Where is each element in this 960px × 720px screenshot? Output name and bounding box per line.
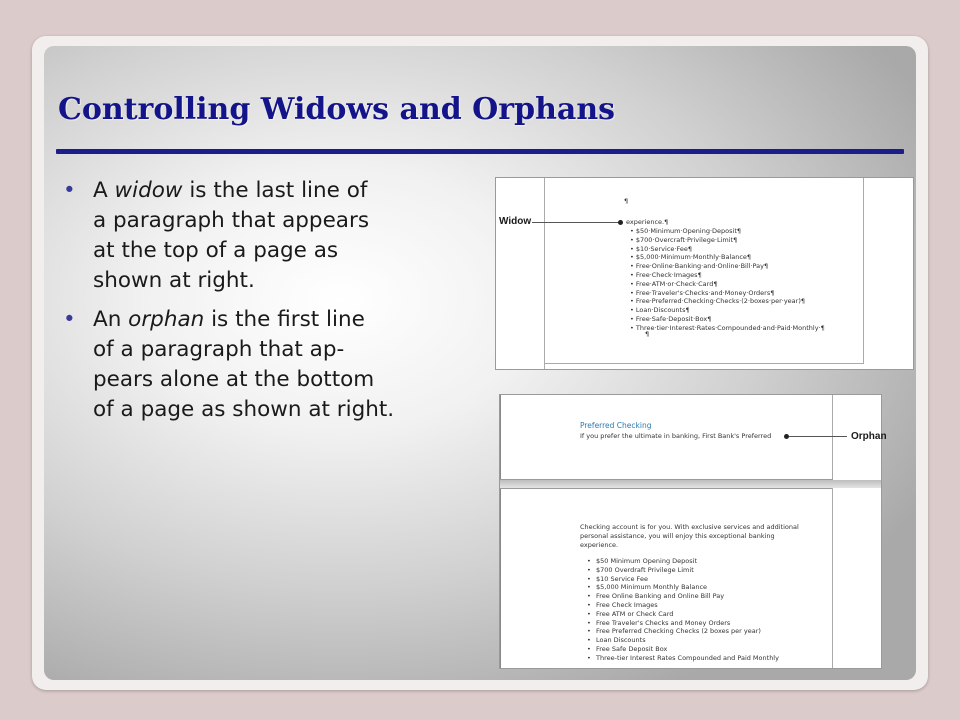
- bullet-dot-icon: •: [587, 574, 591, 583]
- page-margin-line: [544, 178, 545, 369]
- bullet-line: shown at right.: [93, 268, 255, 293]
- orphan-heading: Preferred Checking: [580, 421, 652, 430]
- orphan-continued-line: personal assistance, you will enjoy this exceptional banking: [580, 532, 775, 540]
- orphan-list-item: Free Check Images: [596, 601, 658, 609]
- widow-connector: [532, 222, 619, 223]
- bullet-dot-icon: •: [587, 601, 591, 609]
- orphan-list-item: Three-tier Interest Rates Compounded and Paid Monthly: [596, 653, 779, 662]
- bullet-dot-icon: •: [587, 583, 591, 592]
- widow-list-item: • Free·Check·Images¶: [630, 271, 702, 279]
- bullet-line: a paragraph that appears: [93, 208, 370, 233]
- marker-dot: [618, 220, 623, 225]
- page-margin-line: [500, 395, 501, 668]
- widow-list-item: • $50·Minimum·Opening·Deposit¶: [630, 227, 742, 235]
- bullet-dot-icon: •: [63, 307, 76, 332]
- orphan-list-item: Free Preferred Checking Checks (2 boxes per year): [596, 627, 761, 636]
- widow-list-item: • Three·tier·Interest·Rates·Compounded·and·Paid·Monthly·¶: [630, 323, 825, 332]
- bullet-dot-icon: •: [587, 592, 591, 601]
- bullet-dot-icon: •: [587, 618, 591, 627]
- orphan-list-item: $5,000 Minimum Monthly Balance: [596, 583, 708, 592]
- bullet-line: of a paragraph that ap-: [93, 337, 345, 362]
- orphan-continued-line: Checking account is for you. With exclusive services and additional: [580, 523, 799, 531]
- page-top-line: [500, 488, 833, 489]
- orphan-example-image: [499, 394, 887, 669]
- widow-list-item: • Free·Traveler's·Checks·and·Money·Orders¶: [630, 288, 775, 297]
- orphan-connector: [789, 436, 847, 437]
- orphan-label: Orphan: [851, 431, 887, 442]
- orphan-list-item: $700 Overdraft Privilege Limit: [596, 565, 694, 574]
- page-margin-line: [832, 395, 833, 479]
- bullet-dot-icon: •: [63, 178, 76, 203]
- orphan-list-item: Loan Discounts: [596, 636, 646, 645]
- widow-list-item: • Loan·Discounts¶: [630, 306, 690, 315]
- orphan-list-item: Free Safe Deposit Box: [596, 645, 668, 653]
- bullet-list: [61, 176, 481, 434]
- page-margin-line: [544, 363, 864, 364]
- bullet-dot-icon: •: [587, 565, 591, 574]
- widow-list-item: • Free·Online·Banking·and·Online·Bill·Pay¶: [630, 262, 769, 271]
- bullet-line: of a page as shown at right.: [93, 397, 395, 422]
- bullet-dot-icon: •: [587, 627, 591, 636]
- orphan-list-item: Free ATM or Check Card: [596, 609, 674, 618]
- bullet-line: An orphan is the first line: [93, 307, 365, 332]
- bullet-dot-icon: •: [587, 636, 591, 645]
- widow-example-image: [495, 177, 914, 370]
- page-break-band: [500, 480, 881, 488]
- bullet-dot-icon: •: [587, 609, 591, 618]
- page-margin-line: [863, 178, 864, 364]
- widow-list-item: • $5,000·Minimum·Monthly·Balance¶: [630, 253, 752, 262]
- widow-list-item: • Free·ATM·or·Check·Card¶: [630, 279, 718, 288]
- widow-heading-line: experience.¶: [626, 218, 669, 226]
- bullet-line: at the top of a page as: [93, 238, 339, 263]
- bullet-widow: [61, 176, 481, 296]
- widow-list-item: • Free·Safe·Deposit·Box¶: [630, 315, 712, 323]
- bullet-orphan: [61, 305, 481, 425]
- orphan-list-item: Free Traveler's Checks and Money Orders: [596, 618, 731, 627]
- bullet-dot-icon: •: [587, 557, 591, 565]
- page-margin-line: [832, 488, 833, 668]
- orphan-list-item: Free Online Banking and Online Bill Pay: [596, 592, 725, 601]
- orphan-list-item: $10 Service Fee: [596, 574, 648, 583]
- slide-title: Controlling Widows and Orphans: [58, 92, 616, 127]
- bullet-dot-icon: •: [587, 653, 591, 662]
- widow-label: Widow: [499, 216, 532, 227]
- widow-list-item: • $700·Overcraft·Privilege·Limit¶: [630, 235, 738, 244]
- title-underline: [56, 149, 904, 154]
- orphan-list-item: $50 Minimum Opening Deposit: [596, 557, 697, 565]
- pilcrow-mark: ¶: [645, 330, 650, 338]
- orphan-first-line: If you prefer the ultimate in banking, First Bank's Preferred: [580, 432, 772, 440]
- bullet-line: pears alone at the bottom: [93, 367, 375, 392]
- bullet-line: A widow is the last line of: [93, 178, 368, 203]
- pilcrow-mark: ¶: [624, 197, 629, 205]
- slide: [44, 46, 916, 680]
- orphan-continued-line: experience.: [580, 541, 619, 549]
- widow-list-item: • $10·Service·Fee¶: [630, 244, 692, 253]
- widow-list-item: • Free·Preferred·Checking·Checks·(2·boxes·per·year)¶: [630, 297, 805, 306]
- bullet-dot-icon: •: [587, 645, 591, 653]
